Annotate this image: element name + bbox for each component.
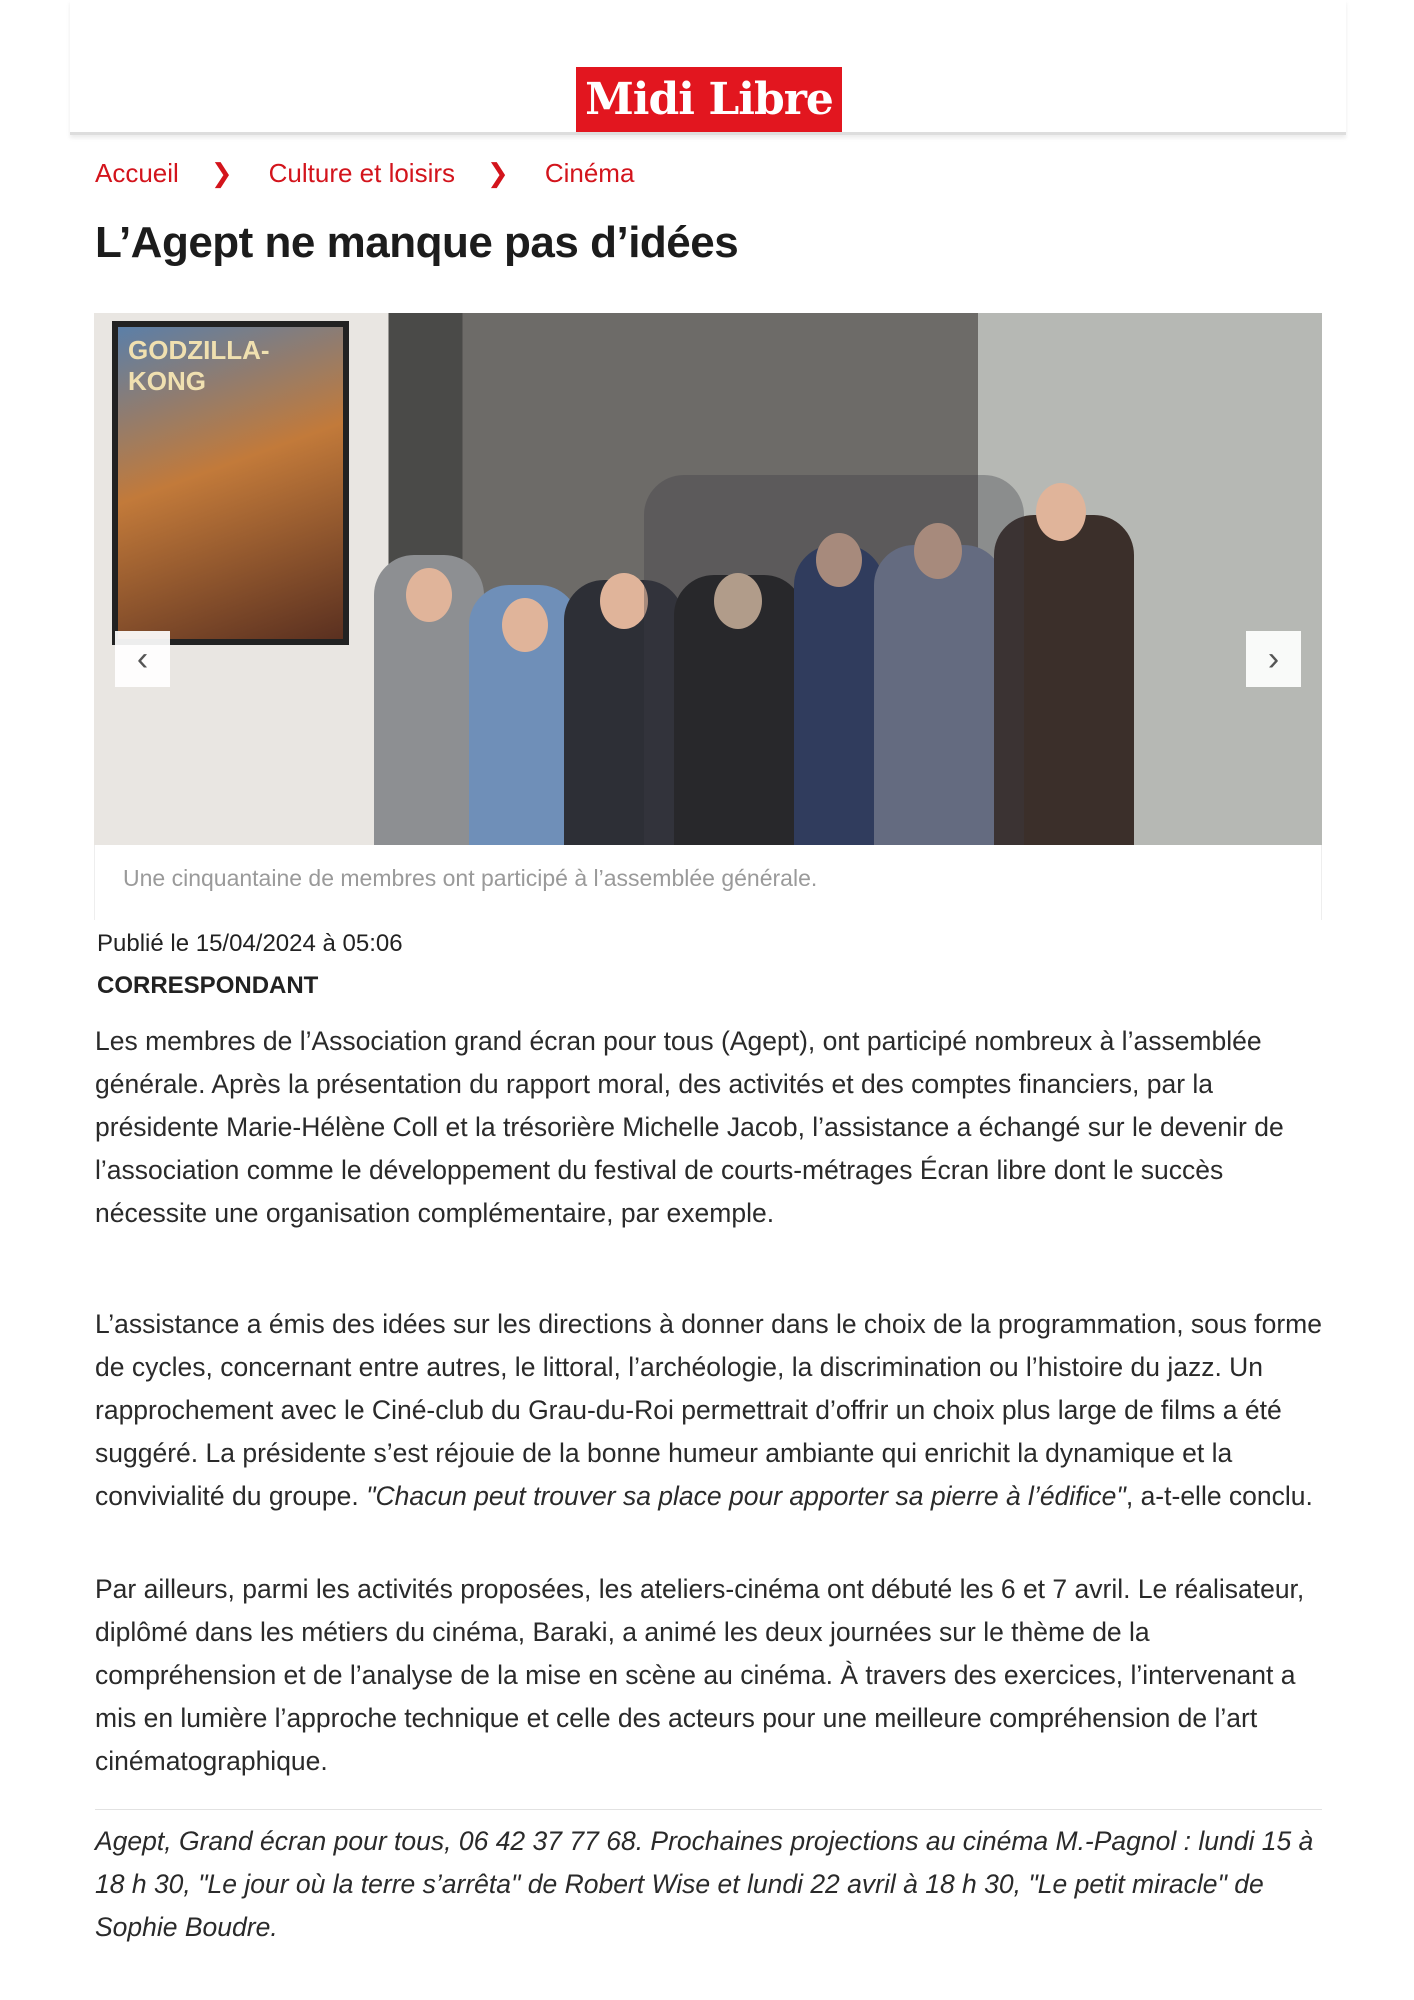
photo-caption: Une cinquantaine de membres ont participé à l’assemblée générale. (123, 865, 818, 891)
paragraph-2 (95, 1303, 1327, 1518)
article-title: L’Agept ne manque pas d’idées (95, 218, 739, 267)
paragraph-1: Les membres de l’Association grand écran pour tous (Agept), ont participé nombreux à l’assemblée générale. Après la présentation du rapport moral, des activités et des comptes financiers, par la présidente Marie-Hélène Coll et la trésorière Michelle Jacob, l’assistance a échangé sur le devenir de l’association comme le développement du festival de courts-métrages Écran libre dont le succès nécessite une organisation complémentaire, par exemple. (95, 1026, 1284, 1228)
paragraph-2-text: L’assistance a émis des idées sur les directions à donner dans le choix de la programmation, sous forme de cycles, concernant entre autres, le littoral, l’archéologie, la discrimination ou l’histoire du jazz. Un rapprochement avec le Ciné-club du Grau-du-Roi permettrait d’offrir un choix plus large de films a été suggéré. La présidente s’est réjouie de la bonne humeur ambiante qui enrichit la dynamique et la convivialité du groupe. (95, 1309, 1322, 1511)
chevron-left-icon[interactable]: ‹ (115, 631, 170, 687)
breadcrumb (95, 158, 634, 189)
movie-poster: GODZILLA-KONG (112, 321, 349, 645)
footer-note: Agept, Grand écran pour tous, 06 42 37 77 68. Prochaines projections au cinéma M.-Pagnol : lundi 15 à 18 h 30, "Le jour où la terre s’arrêta" de Robert Wise et lundi 22 avril à 18 h 30, "Le petit miracle" de Sophie Boudre. (95, 1826, 1314, 1942)
divider (95, 1809, 1322, 1810)
site-header (70, 0, 1346, 135)
photo-caption-box (94, 845, 1322, 920)
paragraph-2-end: , a-t-elle conclu. (1125, 1481, 1313, 1511)
breadcrumb-cinema[interactable]: Cinéma (544, 158, 635, 188)
midi-libre-logo[interactable]: Midi Libre (576, 67, 842, 132)
breadcrumb-culture[interactable]: Culture et loisirs (268, 158, 456, 188)
chevron-right-icon: ❯ (487, 158, 509, 188)
author: CORRESPONDANT (97, 972, 319, 999)
publish-date: Publié le 15/04/2024 à 05:06 (97, 930, 403, 957)
chevron-right-icon: ❯ (210, 158, 233, 188)
breadcrumb-accueil[interactable]: Accueil (95, 158, 179, 188)
article-photo (94, 313, 1322, 845)
group-of-people (374, 373, 1254, 845)
chevron-right-icon[interactable]: › (1246, 631, 1301, 687)
paragraph-3: Par ailleurs, parmi les activités proposées, les ateliers-cinéma ont débuté les 6 et 7 avril. Le réalisateur, diplômé dans les métiers du cinéma, Baraki, a animé les deux journées sur le thème de la compréhension et de l’analyse de la mise en scène au cinéma. À travers des exercices, l’intervenant a mis en lumière l’approche technique et celle des acteurs pour une meilleure compréhension de l’art cinématographique. (95, 1574, 1305, 1776)
quote: "Chacun peut trouver sa place pour apporter sa pierre à l’édifice" (366, 1481, 1126, 1511)
